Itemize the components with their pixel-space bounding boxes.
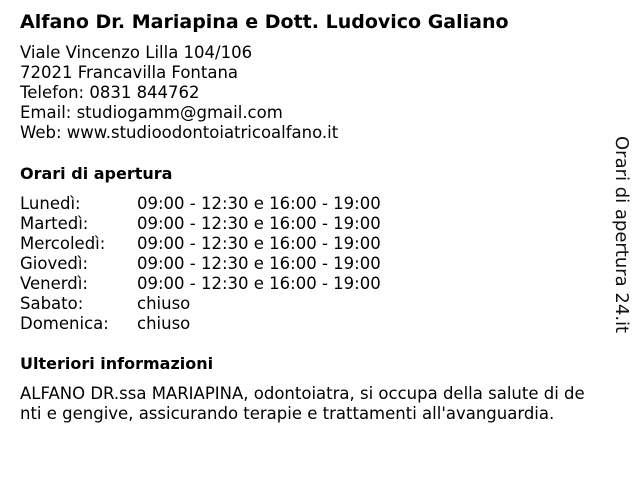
phone-number: Telefon: 0831 844762 <box>20 83 200 102</box>
opening-hours-table <box>20 194 381 334</box>
day-label: Martedì: <box>20 214 89 233</box>
more-info-heading: Ulteriori informazioni <box>20 354 214 373</box>
day-label: Mercoledì: <box>20 234 106 253</box>
website-link: Web: www.studioodontoiatricoalfano.it <box>20 123 339 142</box>
day-label: Domenica: <box>20 314 109 333</box>
hours-value: 09:00 - 12:30 e 16:00 - 19:00 <box>137 194 381 213</box>
hours-row-wednesday <box>20 234 381 254</box>
day-label: Venerdì: <box>20 274 88 293</box>
address-street: Viale Vincenzo Lilla 104/106 <box>20 43 253 62</box>
hours-value: chiuso <box>137 294 191 313</box>
more-info-line: ALFANO DR.ssa MARIAPINA, odontoiatra, si occupa della salute di de <box>20 384 585 403</box>
site-brand-watermark: Orari di apertura 24.it <box>611 136 632 334</box>
hours-value: 09:00 - 12:30 e 16:00 - 19:00 <box>137 254 381 273</box>
address-city: 72021 Francavilla Fontana <box>20 63 239 82</box>
hours-value: chiuso <box>137 314 191 333</box>
hours-row-monday <box>20 194 381 214</box>
more-info-text <box>20 384 620 424</box>
day-label: Sabato: <box>20 294 84 313</box>
more-info-line: nti e gengive, assicurando terapie e trattamenti all'avanguardia. <box>20 404 555 423</box>
hours-row-tuesday <box>20 214 381 234</box>
hours-value: 09:00 - 12:30 e 16:00 - 19:00 <box>137 234 381 253</box>
hours-row-sunday <box>20 314 381 334</box>
page-title: Alfano Dr. Mariapina e Dott. Ludovico Galiano <box>20 11 509 33</box>
opening-hours-heading: Orari di apertura <box>20 164 173 183</box>
hours-row-thursday <box>20 254 381 274</box>
hours-value: 09:00 - 12:30 e 16:00 - 19:00 <box>137 274 381 293</box>
hours-row-saturday <box>20 294 381 314</box>
contact-block <box>20 43 338 143</box>
hours-value: 09:00 - 12:30 e 16:00 - 19:00 <box>137 214 381 233</box>
day-label: Lunedì: <box>20 194 81 213</box>
email-address: Email: studiogamm@gmail.com <box>20 103 283 122</box>
day-label: Giovedì: <box>20 254 88 273</box>
hours-row-friday <box>20 274 381 294</box>
